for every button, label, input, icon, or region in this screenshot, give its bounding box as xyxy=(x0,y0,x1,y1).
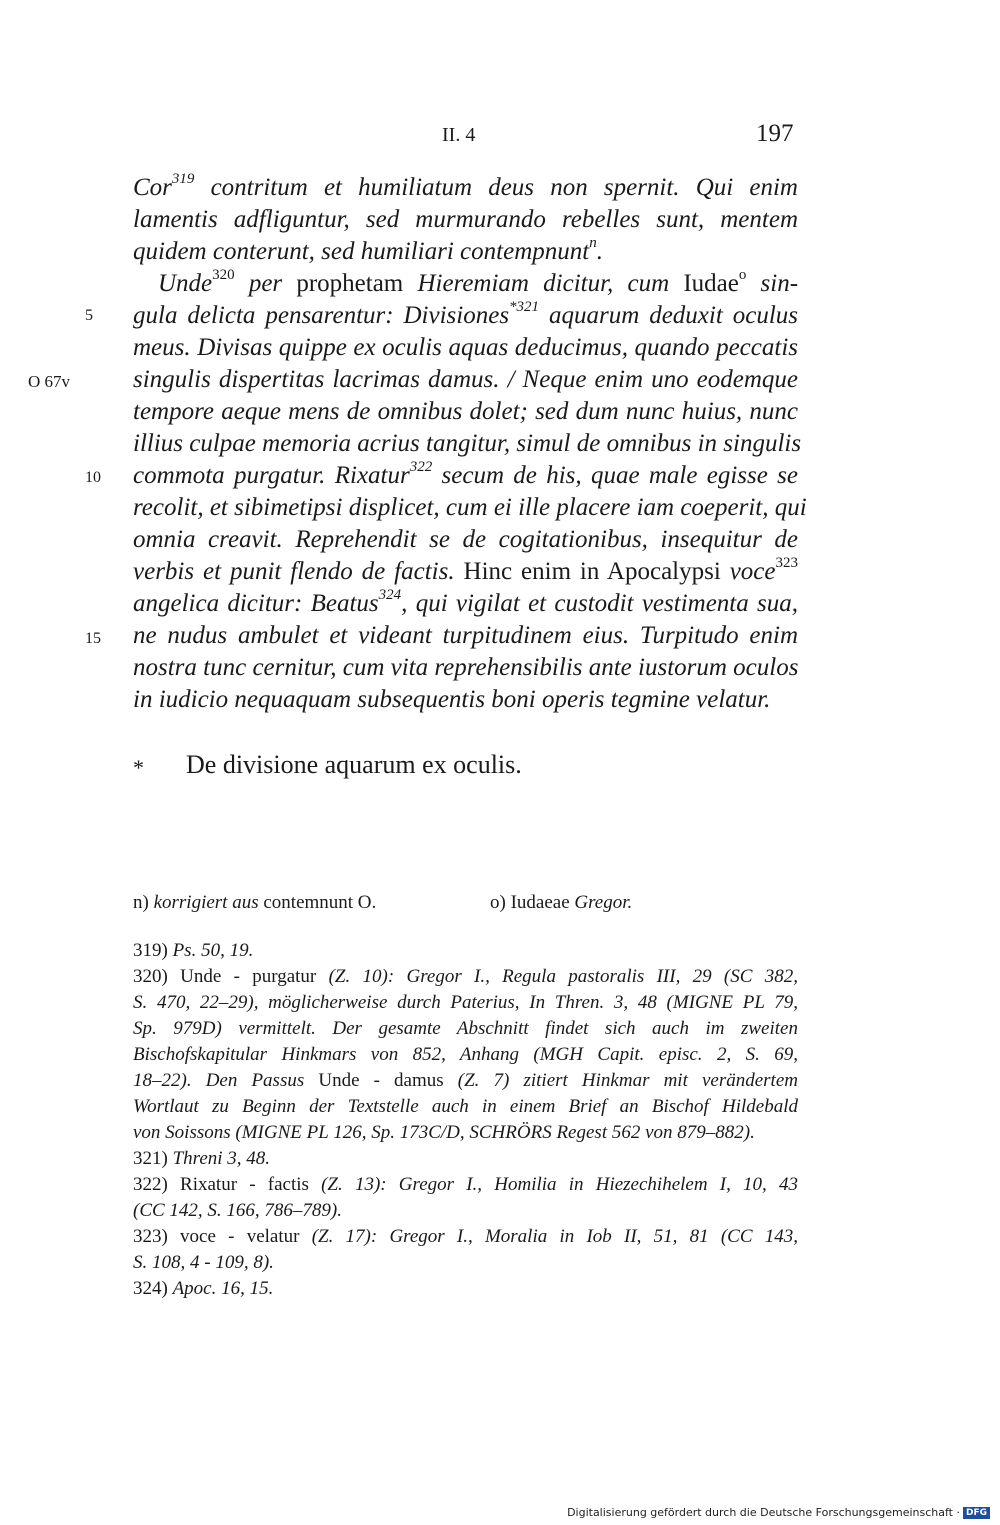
text-line: lamentis adfliguntur, sed murmurando rebelles sunt, mentem xyxy=(133,206,798,233)
footnote-324: 324) Apoc. 16, 15. xyxy=(133,1278,274,1299)
footnote-line: Bischofskapitular Hinkmars von 852, Anhang (MGH Capit. episc. 2, S. 69, xyxy=(133,1044,798,1065)
running-head: II. 4 xyxy=(442,124,476,146)
footnote-line: Sp. 979D) vermittelt. Der gesamte Abschnitt findet sich auch im zweiten xyxy=(133,1018,798,1039)
text-line: ne nudus ambulet et videant turpitudinem eius. Turpitudo enim xyxy=(133,622,798,649)
apparatus-note-n: n) korrigiert aus contemnunt O. xyxy=(133,892,377,913)
line-number-15: 15 xyxy=(85,630,101,647)
footnote-322: 322) Rixatur - factis (Z. 13): Gregor I., Homilia in Hiezechihelem I, 10, 43 xyxy=(133,1174,798,1195)
dfg-logo: DFG xyxy=(963,1507,990,1519)
line-number-5: 5 xyxy=(85,307,93,324)
text-line: meus. Divisas quippe ex oculis aquas deducimus, quando peccatis xyxy=(133,334,798,361)
text-line: nostra tunc cernitur, cum vita reprehensibilis ante iustorum oculos xyxy=(133,654,799,681)
text-line: verbis et punit flendo de factis. Hinc enim in Apocalypsi voce$^{323}$ xyxy=(133,554,798,585)
text-line: quidem conterunt, sed humiliari contempnunt$^n$. xyxy=(133,234,603,265)
footnote-321: 321) Threni 3, 48. xyxy=(133,1148,271,1169)
text-line: recolit, et sibimetipsi displicet, cum ei ille placere iam coeperit, qui xyxy=(133,494,807,521)
text-line: singulis dispertitas lacrimas damus. / Neque enim uno eodemque xyxy=(133,366,798,393)
footnote-319: 319) Ps. 50, 19. xyxy=(133,940,254,961)
text-line: angelica dicitur: Beatus$^{324}$, qui vigilat et custodit vestimenta sua, xyxy=(133,586,798,617)
text-line: tempore aeque mens de omnibus dolet; sed dum nunc huius, nunc xyxy=(133,398,798,425)
footnote-line: (CC 142, S. 166, 786–789). xyxy=(133,1200,342,1221)
side-note: De divisione aquarum ex oculis. xyxy=(186,750,522,779)
footnote-line: von Soissons (MIGNE PL 126, Sp. 173C/D, SCHRÖRS Regest 562 von 879–882). xyxy=(133,1122,755,1143)
apparatus-note-o: o) Iudaeae Gregor. xyxy=(490,892,633,913)
text-line: gula delicta pensarentur: Divisiones$^{*321}$ aquarum deduxit oculus xyxy=(133,298,798,329)
text-line: in iudicio nequaquam subsequentis boni operis tegmine velatur. xyxy=(133,686,771,713)
footnote-line: Wortlaut zu Beginn der Textstelle auch in einem Brief an Bischof Hildebald xyxy=(133,1096,798,1117)
text-line: commota purgatur. Rixatur$^{322}$ secum de his, quae male egisse se xyxy=(133,458,798,489)
text-line: omnia creavit. Reprehendit se de cogitationibus, insequitur de xyxy=(133,526,798,553)
footnote-line: S. 470, 22–29), möglicherweise durch Paterius, In Thren. 3, 48 (MIGNE PL 79, xyxy=(133,992,798,1013)
digitization-credit xyxy=(567,1506,990,1519)
page-number: 197 xyxy=(756,120,794,147)
credit-text: Digitalisierung gefördert durch die Deutsche Forschungsgemeinschaft · xyxy=(567,1506,960,1519)
line-number-10: 10 xyxy=(85,469,101,486)
side-note-marker: * xyxy=(133,755,144,780)
footnote-320: 320) Unde - purgatur (Z. 10): Gregor I., Regula pastoralis III, 29 (SC 382, xyxy=(133,966,798,987)
text-line: illius culpae memoria acrius tangitur, simul de omnibus in singulis xyxy=(133,430,802,457)
footnote-line: S. 108, 4 - 109, 8). xyxy=(133,1252,274,1273)
footnote-323: 323) voce - velatur (Z. 17): Gregor I., Moralia in Iob II, 51, 81 (CC 143, xyxy=(133,1226,798,1247)
text-line: Unde$^{320}$ per prophetam Hieremiam dicitur, cum Iudae$^o$ sin- xyxy=(158,266,799,297)
text-line: Cor$^{319}$ contritum et humiliatum deus non spernit. Qui enim xyxy=(133,170,798,201)
manuscript-folio-note: O 67v xyxy=(28,372,71,391)
footnote-line: 18–22). Den Passus Unde - damus (Z. 7) zitiert Hinkmar mit verändertem xyxy=(133,1070,798,1091)
